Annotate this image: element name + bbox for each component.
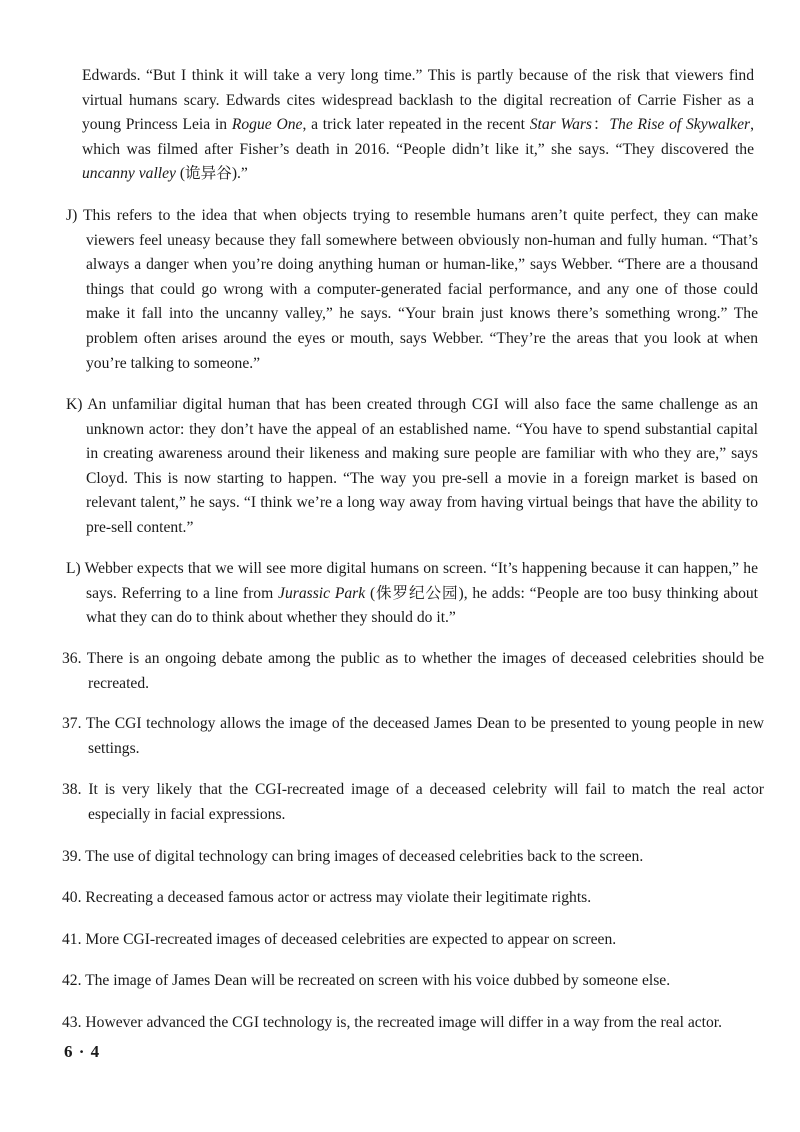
paragraph-i-continuation [66,64,754,187]
text-span: , which was filmed after Fisher’s death in 2016. “People didn’t like it,” she says. “They discovered the [82,116,754,158]
film-title-rise-of-skywalker: The Rise of Skywalker [609,116,751,134]
text-span: (诡异谷).” [175,165,248,183]
question-37: 37. The CGI technology allows the image of the deceased James Dean to be presented to young people in new settings. [62,715,764,757]
text-span: L) Webber expects that we will see more digital humans on screen. “It’s happening because it can happen,” he says. Referring to a line from [66,560,758,602]
film-title-rogue-one: Rogue One [231,116,303,134]
film-title-jurassic-park: Jurassic Park [278,584,366,602]
film-title-star-wars: Star Wars [529,116,593,134]
paragraph-k: K) An unfamiliar digital human that has been created through CGI will also face the same challenge as an unknown actor: they don’t have the appeal of an established name. “You have to spend substantial capital in creating awareness around their likeness and making sure people are familiar with who they are,” says Cloyd. This is now starting to happen. “The way you pre-sell a movie in a foreign market is based on relevant talent,” he says. “I think we’re a long way away from having virtual beings that have the ability to pre-sell content.” [66,396,758,536]
question-38: 38. It is very likely that the CGI-recreated image of a deceased celebrity will fail to match the real actor especially in facial expressions. [62,781,764,823]
text-span: ： [592,116,610,134]
text-span: (侏罗纪公园), he adds: “People are too busy thinking about what they can do to think about whether they should do it.” [86,584,759,627]
paragraph-j: J) This refers to the idea that when objects trying to resemble humans aren’t quite perfect, they can make viewers feel uneasy because they fall somewhere between obviously non-human and fully human. “That’s always a danger when you’re doing anything human or human-like,” says Webber. “There are a thousand things that could go wrong with a computer-generated facial performance, and any one of those could make it fall into the uncanny valley,” he says. “Your brain just knows there’s something wrong.” The problem often arises around the eyes or mouth, says Webber. “They’re the areas that you look at when you’re talking to someone.” [66,207,758,372]
term-uncanny-valley: uncanny valley [82,165,176,183]
question-39: 39. The use of digital technology can bring images of deceased celebrities back to the screen. [62,848,644,865]
paragraph-l [66,557,758,631]
question-43: 43. However advanced the CGI technology is, the recreated image will differ in a way from the real actor. [62,1014,723,1031]
question-41: 41. More CGI-recreated images of deceased celebrities are expected to appear on screen. [62,931,617,948]
question-40: 40. Recreating a deceased famous actor or actress may violate their legitimate rights. [62,889,592,906]
text-span: Edwards. “But I think it will take a very long time.” This is partly because of the risk that viewers find virtual humans scary. Edwards cites widespread backlash to the digital recreation of Carrie Fisher as a young Princess Leia in [82,67,754,134]
question-42: 42. The image of James Dean will be recreated on screen with his voice dubbed by someone else. [62,972,671,989]
text-span: , a trick later repeated in the recent [302,116,530,134]
question-36: 36. There is an ongoing debate among the public as to whether the images of deceased celebrities should be recreated. [62,650,764,692]
page-number: 6 · 4 [64,1042,101,1061]
